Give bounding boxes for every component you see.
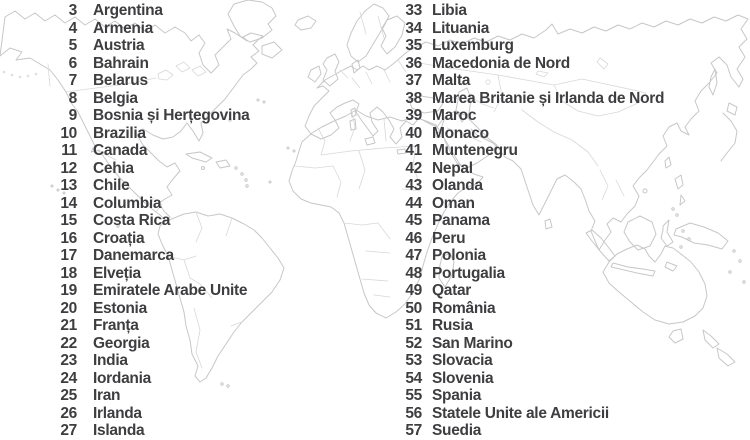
country-number: 12: [60, 159, 77, 177]
country-row: [382, 282, 664, 300]
country-name: Estonia: [93, 299, 147, 317]
country-number: 10: [60, 124, 77, 142]
country-row: [382, 177, 664, 195]
country-number: 43: [405, 177, 422, 194]
country-name: Belgia: [93, 89, 138, 107]
country-name: Austria: [93, 37, 145, 54]
country-number: 9: [68, 107, 77, 124]
country-name: Olanda: [432, 177, 483, 194]
country-name: Qatar: [432, 282, 471, 299]
country-name: Portugalia: [432, 264, 505, 282]
country-number: 15: [60, 212, 77, 229]
country-row: [40, 125, 250, 143]
country-row: [382, 422, 664, 440]
country-name: România: [432, 299, 496, 317]
country-name: India: [93, 352, 128, 369]
country-number: 42: [405, 159, 422, 177]
country-row: [40, 20, 250, 38]
country-name: Brazilia: [93, 124, 146, 142]
country-number: 34: [405, 19, 422, 37]
country-name: Islanda: [93, 422, 145, 439]
country-number: 23: [60, 352, 77, 369]
country-name: Macedonia de Nord: [432, 54, 570, 72]
country-name: Nepal: [432, 159, 473, 177]
country-row: [40, 352, 250, 370]
country-number: 24: [60, 369, 77, 387]
country-row: [40, 212, 250, 230]
country-name: Marea Britanie și Irlanda de Nord: [432, 89, 665, 107]
country-row: [382, 20, 664, 38]
country-row: [40, 72, 250, 90]
country-number: 7: [68, 72, 77, 89]
country-row: [40, 300, 250, 318]
country-name: Bosnia și Herțegovina: [93, 107, 250, 124]
country-row: [40, 2, 250, 20]
country-number: 47: [405, 247, 422, 264]
country-number: 36: [405, 54, 422, 72]
country-name: Columbia: [93, 194, 162, 212]
country-number: 13: [60, 177, 77, 194]
country-row: [382, 370, 664, 388]
country-name: Slovacia: [432, 352, 493, 369]
country-row: [382, 125, 664, 143]
country-name: Elveția: [93, 264, 141, 282]
country-row: [40, 247, 250, 265]
country-number: 46: [405, 229, 422, 247]
country-row: [40, 282, 250, 300]
country-name: Oman: [432, 194, 475, 212]
country-name: Muntenegru: [432, 142, 518, 159]
country-number: 16: [60, 229, 77, 247]
country-number: 50: [405, 299, 422, 317]
country-row: [40, 107, 250, 125]
country-name: Libia: [432, 2, 467, 19]
country-number: 52: [405, 334, 422, 352]
country-row: [382, 247, 664, 265]
country-row: [40, 230, 250, 248]
country-name: Luxemburg: [432, 37, 514, 54]
country-row: [40, 265, 250, 283]
country-name: Emiratele Arabe Unite: [93, 282, 248, 299]
country-name: Slovenia: [432, 369, 494, 387]
country-number: 21: [60, 317, 77, 334]
country-row: [40, 422, 250, 440]
country-number: 27: [60, 422, 77, 439]
country-row: [382, 317, 664, 335]
country-name: Maroc: [432, 107, 477, 124]
country-name: Malta: [432, 72, 471, 89]
country-number: 57: [405, 422, 422, 439]
country-name: Chile: [93, 177, 130, 194]
country-row: [382, 2, 664, 20]
country-row: [40, 370, 250, 388]
country-row: [40, 195, 250, 213]
country-row: [382, 405, 664, 423]
country-name: Statele Unite ale Americii: [432, 404, 609, 422]
country-number: 3: [68, 2, 77, 19]
country-row: [40, 335, 250, 353]
country-row: [40, 317, 250, 335]
country-row: [382, 335, 664, 353]
country-number: 41: [405, 142, 422, 159]
country-name: Bahrain: [93, 54, 149, 72]
country-name: Spania: [432, 387, 482, 404]
country-row: [382, 265, 664, 283]
country-number: 8: [68, 89, 77, 107]
country-name: Monaco: [432, 124, 489, 142]
country-row: [40, 160, 250, 178]
country-number: 45: [405, 212, 422, 229]
country-row: [382, 195, 664, 213]
country-list-left: [40, 2, 250, 440]
country-number: 5: [68, 37, 77, 54]
country-name: Rusia: [432, 317, 473, 334]
country-name: Croația: [93, 229, 145, 247]
country-number: 22: [60, 334, 77, 352]
country-number: 38: [405, 89, 422, 107]
country-name: Canada: [93, 142, 148, 159]
country-name: Danemarca: [93, 247, 174, 264]
country-number: 48: [405, 264, 422, 282]
country-number: 49: [405, 282, 422, 299]
country-name: Costa Rica: [93, 212, 171, 229]
country-name: Peru: [432, 229, 466, 247]
country-name: Panama: [432, 212, 490, 229]
country-row: [382, 55, 664, 73]
country-number: 40: [405, 124, 422, 142]
country-list-right: [382, 2, 664, 440]
country-name: Suedia: [432, 422, 482, 439]
country-number: 4: [68, 19, 77, 37]
country-number: 18: [60, 264, 77, 282]
country-row: [40, 37, 250, 55]
country-number: 25: [60, 387, 77, 404]
country-row: [40, 90, 250, 108]
country-number: 14: [60, 194, 77, 212]
country-number: 53: [405, 352, 422, 369]
country-name: Franța: [93, 317, 139, 334]
country-number: 11: [61, 142, 77, 159]
country-row: [382, 300, 664, 318]
country-row: [382, 160, 664, 178]
country-name: Lituania: [432, 19, 490, 37]
country-row: [382, 387, 664, 405]
country-name: Polonia: [432, 247, 486, 264]
country-number: 55: [405, 387, 422, 404]
country-number: 44: [405, 194, 422, 212]
country-row: [382, 72, 664, 90]
country-number: 35: [405, 37, 422, 54]
country-name: Iordania: [93, 369, 151, 387]
country-row: [40, 405, 250, 423]
country-row: [382, 212, 664, 230]
country-row: [40, 387, 250, 405]
country-row: [382, 37, 664, 55]
country-number: 20: [60, 299, 77, 317]
country-name: Cehia: [93, 159, 134, 177]
country-number: 39: [405, 107, 422, 124]
country-name: Argentina: [93, 2, 163, 19]
country-row: [382, 107, 664, 125]
country-row: [40, 55, 250, 73]
country-name: Georgia: [93, 334, 150, 352]
country-number: 17: [60, 247, 77, 264]
country-number: 56: [405, 404, 422, 422]
country-number: 26: [60, 404, 77, 422]
country-number: 51: [405, 317, 422, 334]
country-name: Iran: [93, 387, 121, 404]
country-row: [40, 177, 250, 195]
country-row: [382, 230, 664, 248]
country-name: San Marino: [432, 334, 513, 352]
country-row: [382, 90, 664, 108]
country-row: [40, 142, 250, 160]
country-row: [382, 142, 664, 160]
country-number: 19: [60, 282, 77, 299]
country-name: Irlanda: [93, 404, 142, 422]
country-number: 6: [68, 54, 77, 72]
country-number: 33: [405, 2, 422, 19]
country-number: 54: [405, 369, 422, 387]
country-name: Belarus: [93, 72, 148, 89]
country-name: Armenia: [93, 19, 153, 37]
country-number: 37: [405, 72, 422, 89]
country-row: [382, 352, 664, 370]
